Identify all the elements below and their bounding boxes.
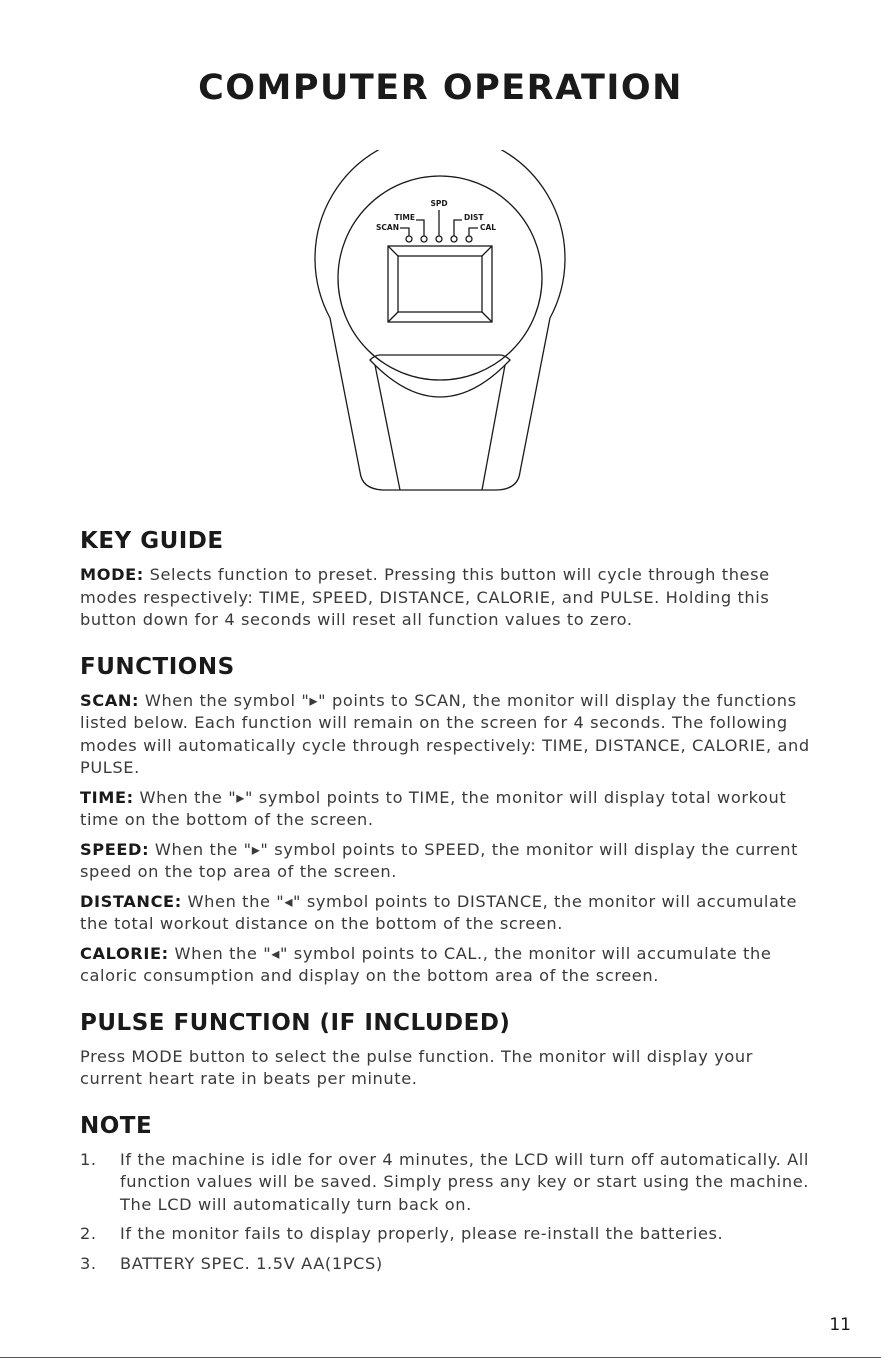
lcd-screen-outer (388, 246, 492, 322)
note-text: BATTERY SPEC. 1.5V AA(1PCS) (120, 1253, 383, 1273)
function-text: When the "◂" symbol points to DISTANCE, the monitor will accumulate the total workout distance on the bottom of the screen. (80, 891, 798, 933)
note-list (80, 1149, 820, 1276)
function-text: When the "▸" symbol points to TIME, the monitor will display total workout time on the bottom of the screen. (80, 787, 787, 829)
pulse-text: Press MODE button to select the pulse function. The monitor will display your current heart rate in beats per minute. (80, 1046, 753, 1088)
note-heading: NOTE (80, 1112, 153, 1139)
main-content (80, 528, 820, 1297)
mode-text: Selects function to preset. Pressing this button will cycle through these modes respectively: TIME, SPEED, DISTANCE, CALORIE, and PULSE. Holding this button down for 4 seconds will reset all function values to zero. (80, 565, 770, 629)
page-number: 11 (829, 1315, 851, 1335)
function-label: SPEED: (80, 839, 150, 859)
time-label: TIME (394, 213, 415, 222)
pulse-section (80, 1010, 820, 1091)
scan-label: SCAN (376, 223, 399, 232)
note-number: 2. (80, 1224, 97, 1243)
console-illustration (300, 150, 580, 500)
function-item-scan (80, 690, 820, 780)
function-text: When the "◂" symbol points to CAL., the monitor will accumulate the caloric consumption and display on the bottom area of the screen. (80, 943, 772, 985)
function-label: DISTANCE: (80, 891, 182, 911)
note-item (80, 1253, 820, 1276)
pulse-heading: PULSE FUNCTION (IF INCLUDED) (80, 1009, 511, 1036)
note-number: 1. (80, 1149, 97, 1169)
spd-label: SPD (430, 199, 448, 208)
function-text: When the symbol "▸" points to SCAN, the monitor will display the functions listed below. Each function will remain on the screen for 4 seconds. The following modes will automatically cycle through respectively: TIME, DISTANCE, CALORIE, and PULSE. (80, 690, 810, 777)
note-number: 3. (80, 1253, 97, 1273)
function-item-distance (80, 891, 820, 936)
functions-heading: FUNCTIONS (80, 653, 235, 680)
function-label: TIME: (80, 787, 134, 807)
note-item (80, 1223, 820, 1246)
mode-description (80, 564, 820, 632)
note-item (80, 1149, 820, 1217)
bottom-rule (0, 1357, 881, 1358)
mode-label: MODE: (80, 565, 144, 584)
note-text: If the monitor fails to display properly, please re-install the batteries. (120, 1224, 724, 1243)
key-guide-section (80, 528, 820, 632)
function-text: When the "▸" symbol points to SPEED, the monitor will display the current speed on the top area of the screen. (80, 839, 799, 881)
console-diagram (300, 150, 580, 500)
dist-label: DIST (464, 213, 484, 222)
note-text: If the machine is idle for over 4 minutes, the LCD will turn off automatically. All function values will be saved. Simply press any key or start using the machine. The LCD will automatically turn back on. (120, 1149, 809, 1214)
mode-button (370, 355, 510, 397)
function-item-calorie (80, 943, 820, 988)
function-item-time (80, 787, 820, 832)
function-label: CALORIE: (80, 943, 169, 963)
function-label: SCAN: (80, 690, 140, 710)
page-title: COMPUTER OPERATION (198, 68, 683, 108)
note-section (80, 1113, 820, 1276)
functions-section (80, 654, 820, 988)
lcd-screen-inner (398, 256, 482, 312)
cal-label: CAL (480, 223, 497, 232)
key-guide-heading: KEY GUIDE (80, 528, 224, 554)
function-item-speed (80, 839, 820, 884)
